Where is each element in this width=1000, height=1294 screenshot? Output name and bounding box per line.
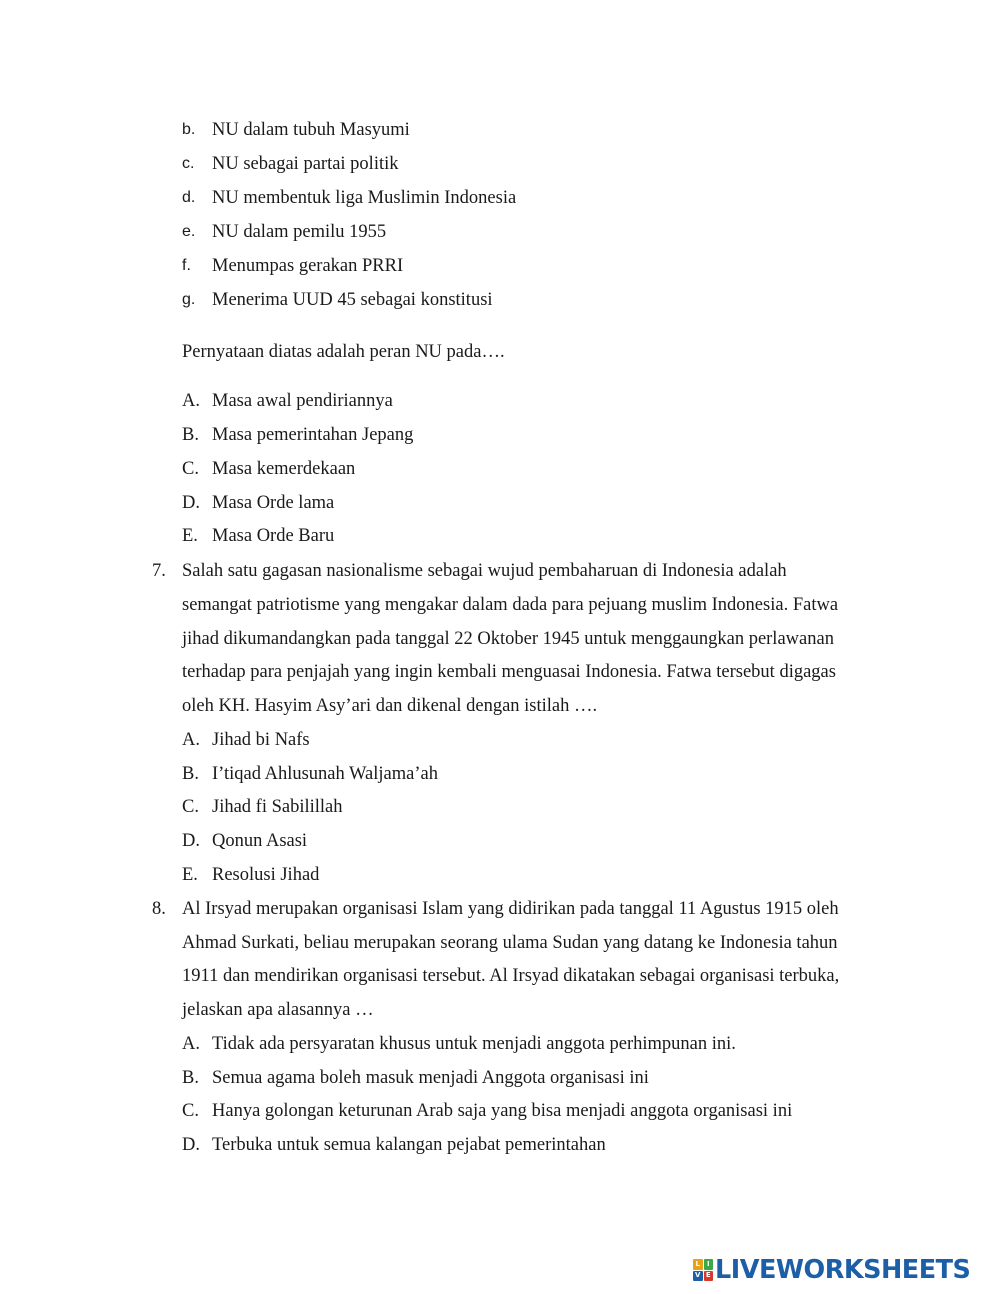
option-letter: E. (182, 865, 198, 885)
option-text: Masa Orde lama (212, 493, 335, 513)
question-prompt-text: Pernyataan diatas adalah peran NU pada…. (182, 342, 505, 362)
statement-text: Menumpas gerakan PRRI (212, 256, 404, 276)
option-letter: D. (182, 1135, 200, 1155)
liveworksheets-logo-icon (693, 1259, 713, 1281)
question-text: terhadap para penjajah yang ingin kembali menguasai Indonesia. Fatwa tersebut digagas (182, 662, 836, 682)
option-letter: E. (182, 526, 198, 546)
statement-text: NU dalam tubuh Masyumi (212, 120, 410, 140)
liveworksheets-brand (693, 1257, 970, 1283)
option-letter: A. (182, 730, 200, 750)
option-letter: B. (182, 764, 199, 784)
statement-text: Menerima UUD 45 sebagai konstitusi (212, 290, 493, 310)
option-text: Jihad bi Nafs (212, 730, 310, 750)
statement-letter: c. (182, 155, 195, 172)
option-text: Semua agama boleh masuk menjadi Anggota organisasi ini (212, 1068, 649, 1088)
option-text: Resolusi Jihad (212, 865, 320, 885)
option-letter: D. (182, 831, 200, 851)
option-text: I’tiqad Ahlusunah Waljama’ah (212, 764, 438, 784)
brand-name: LIVEWORKSHEETS (715, 1255, 971, 1285)
option-text: Masa Orde Baru (212, 526, 335, 546)
question-text: Al Irsyad merupakan organisasi Islam yang didirikan pada tanggal 11 Agustus 1915 oleh (182, 899, 839, 919)
option-text: Tidak ada persyaratan khusus untuk menjadi anggota perhimpunan ini. (212, 1034, 736, 1054)
option-letter: C. (182, 459, 199, 479)
option-letter: A. (182, 391, 200, 411)
option-letter: B. (182, 1068, 199, 1088)
option-text: Masa pemerintahan Jepang (212, 425, 414, 445)
option-text: Hanya golongan keturunan Arab saja yang bisa menjadi anggota organisasi ini (212, 1101, 793, 1121)
question-text: Salah satu gagasan nasionalisme sebagai wujud pembaharuan di Indonesia adalah (182, 561, 787, 581)
question-number: 7. (152, 561, 166, 581)
logo-tile-l: L (693, 1259, 703, 1270)
statement-letter: b. (182, 121, 196, 138)
logo-tile-v: V (693, 1271, 703, 1282)
question-text: Ahmad Surkati, beliau merupakan seorang ulama Sudan yang datang ke Indonesia tahun (182, 933, 838, 953)
option-text: Terbuka untuk semua kalangan pejabat pemerintahan (212, 1135, 606, 1155)
statement-letter: e. (182, 223, 196, 240)
option-letter: C. (182, 797, 199, 817)
logo-tile-i: I (704, 1259, 714, 1270)
question-text: jihad dikumandangkan pada tanggal 22 Oktober 1945 untuk menggaungkan perlawanan (182, 629, 834, 649)
statement-letter: d. (182, 189, 196, 206)
question-text: semangat patriotisme yang mengakar dalam dada para pejuang muslim Indonesia. Fatwa (182, 595, 839, 615)
option-text: Jihad fi Sabilillah (212, 797, 343, 817)
statement-text: NU membentuk liga Muslimin Indonesia (212, 188, 517, 208)
question-text: 1911 dan mendirikan organisasi tersebut. Al Irsyad dikatakan sebagai organisasi terbuka, (182, 966, 840, 986)
option-letter: A. (182, 1034, 200, 1054)
question-text: oleh KH. Hasyim Asy’ari dan dikenal dengan istilah …. (182, 696, 598, 716)
option-text: Masa awal pendiriannya (212, 391, 393, 411)
option-text: Qonun Asasi (212, 831, 308, 851)
statement-text: NU sebagai partai politik (212, 154, 399, 174)
statement-letter: g. (182, 291, 196, 308)
statement-text: NU dalam pemilu 1955 (212, 222, 387, 242)
logo-tile-e: E (704, 1271, 714, 1282)
option-text: Masa kemerdekaan (212, 459, 356, 479)
question-text: jelaskan apa alasannya … (182, 1000, 374, 1020)
statement-letter: f. (182, 257, 191, 274)
option-letter: C. (182, 1101, 199, 1121)
question-number: 8. (152, 899, 166, 919)
option-letter: B. (182, 425, 199, 445)
option-letter: D. (182, 493, 200, 513)
